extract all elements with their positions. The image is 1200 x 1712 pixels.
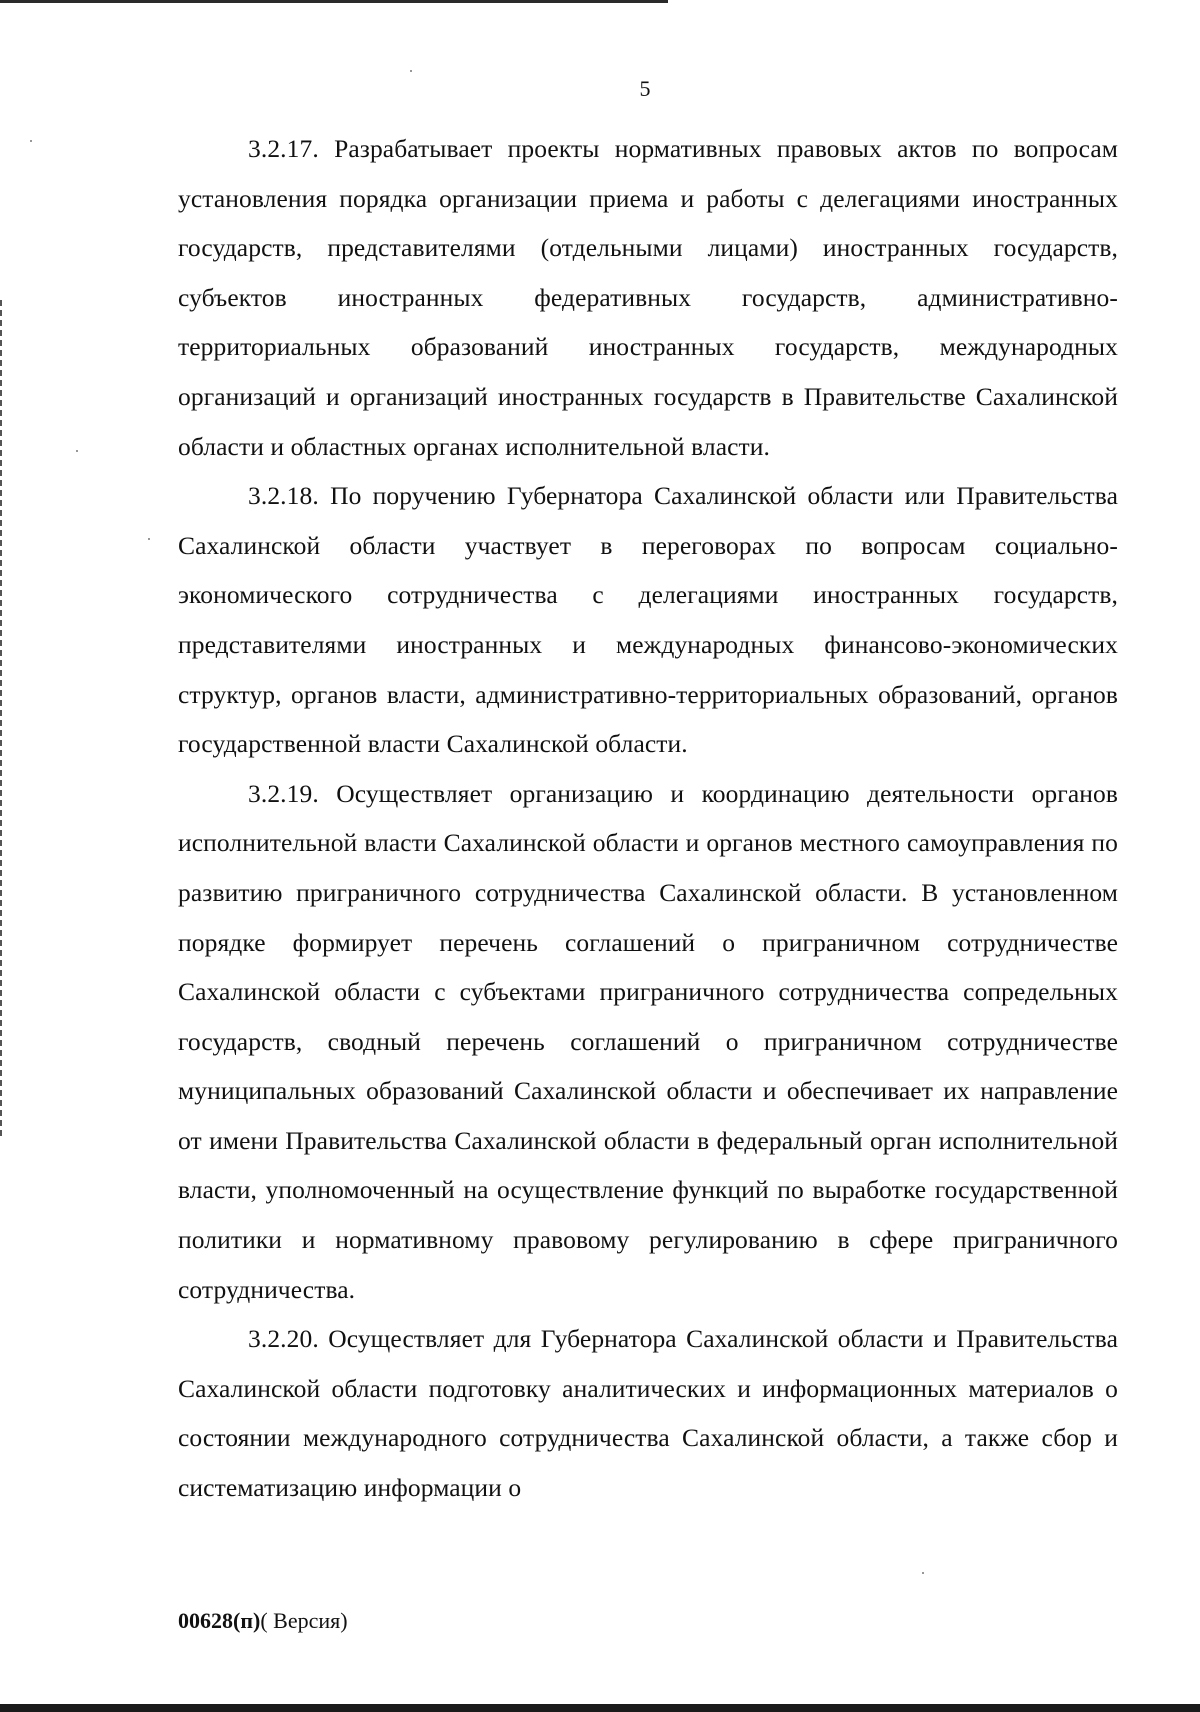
scan-top-edge [0, 0, 668, 3]
document-footer [178, 1608, 348, 1634]
paragraph-3-2-20: 3.2.20. Осуществляет для Губернатора Сахалинской области и Правительства Сахалинской области подготовку аналитических и информационных материалов о состоянии международного сотрудничества Сахалинской области, а также сбор и систематизацию информации о [178, 1324, 1118, 1503]
footer-version: ( Версия) [260, 1608, 348, 1633]
scan-speck [148, 538, 150, 540]
scan-speck [410, 70, 412, 72]
scan-bottom-edge [0, 1704, 1200, 1712]
footer-document-code: 00628(п) [178, 1608, 261, 1633]
paragraph-3-2-17: 3.2.17. Разрабатывает проекты нормативных правовых актов по вопросам установления порядка организации приема и работы с делегациями иностранных государств, представителями (отдельными лицами) иностранных государств, субъектов иностранных федеративных государств, административно-территориальных образований иностранных государств, международных организаций и организаций иностранных государств в Правительстве Сахалинской области и областных органах исполнительной власти. [178, 134, 1118, 461]
scan-speck [922, 1572, 924, 1574]
scan-speck [76, 450, 78, 452]
scan-left-edge [0, 300, 2, 1140]
document-body [178, 124, 1118, 1513]
scan-speck [30, 140, 32, 142]
paragraph-3-2-18: 3.2.18. По поручению Губернатора Сахалинской области или Правительства Сахалинской области участвует в переговорах по вопросам социально-экономического сотрудничества с делегациями иностранных государств, представителями иностранных и международных финансово-экономических структур, органов власти, административно-территориальных образований, органов государственной власти Сахалинской области. [178, 481, 1118, 759]
paragraph-3-2-19: 3.2.19. Осуществляет организацию и координацию деятельности органов исполнительной власти Сахалинской области и органов местного самоуправления по развитию приграничного сотрудничества Сахалинской области. В установленном порядке формирует перечень соглашений о приграничном сотрудничестве Сахалинской области с субъектами приграничного сотрудничества сопредельных государств, сводный перечень соглашений о приграничном сотрудничестве муниципальных образований Сахалинской области и обеспечивает их направление от имени Правительства Сахалинской области в федеральный орган исполнительной власти, уполномоченный на осуществление функций по выработке государственной политики и нормативному правовому регулированию в сфере приграничного сотрудничества. [178, 778, 1118, 1304]
page-number: 5 [639, 76, 651, 101]
